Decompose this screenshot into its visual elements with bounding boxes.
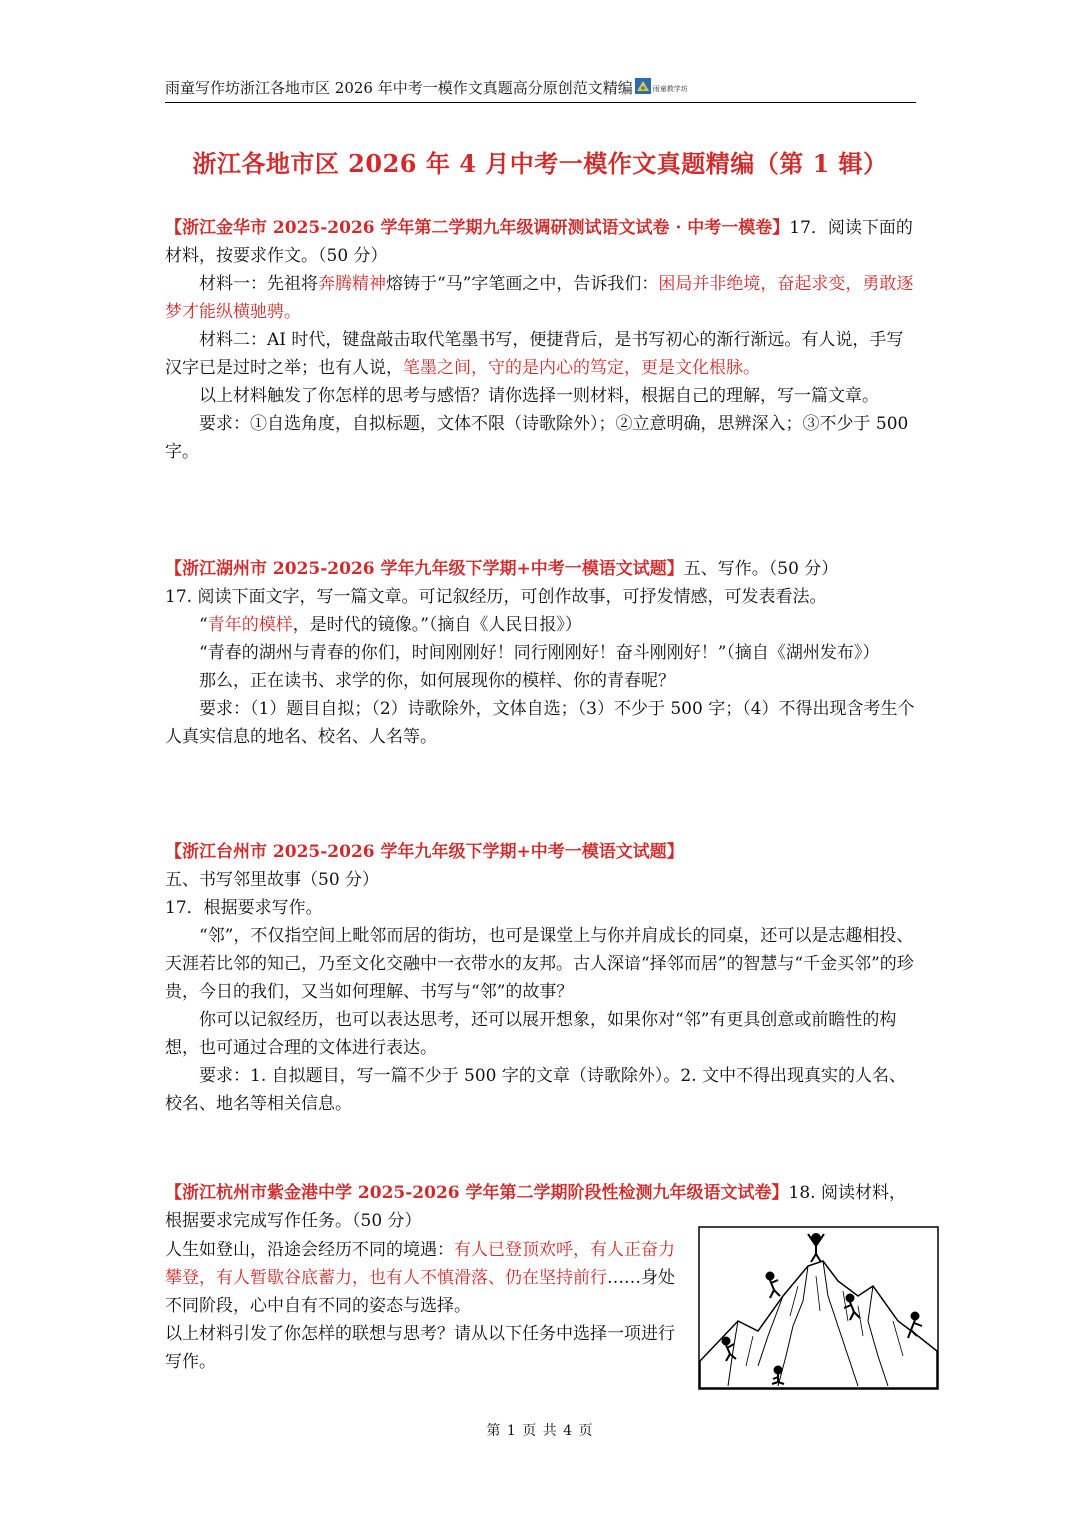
page-title: 浙江各地市区 2026 年 4 月中考一模作文真题精编（第 1 辑） bbox=[192, 149, 888, 178]
material-text: 人生如登山，沿途会经历不同的境遇： bbox=[165, 1240, 454, 1260]
part-label: 五、书写邻里故事（50 分） bbox=[165, 870, 380, 890]
requirements: 要求：1. 自拟题目，写一篇不少于 500 字的文章（诗歌除外）。2. 文中不得出现真实的人名、校名、地名等相关信息。 bbox=[165, 1066, 907, 1114]
material-2-text: 材料二：AI 时代，键盘敲击取代笔墨书写，便捷背后，是书写初心的渐行渐远。有人说，手写汉字已是过时之举；也有人说， bbox=[165, 330, 904, 378]
source-jinhua: 【浙江金华市 2025-2026 学年第二学期九年级调研测试语文试卷 · 中考一模卷】 bbox=[165, 218, 790, 238]
requirements: 要求：①自选角度，自拟标题，文体不限（诗歌除外）；②立意明确，思辨深入；③不少于 500 字。 bbox=[165, 414, 909, 462]
section-huzhou bbox=[165, 555, 917, 751]
highlight: 奔腾精神 bbox=[318, 274, 386, 294]
highlight: 青年的模样 bbox=[207, 615, 293, 635]
requirements: 要求：（1）题目自拟；（2）诗歌除外，文体自选；（3）不少于 500 字；（4）不得出现含考生个人真实信息的地名、校名、人名等。 bbox=[165, 699, 915, 747]
question: 那么，正在读书、求学的你，如何展现你的模样、你的青春呢？ bbox=[199, 671, 675, 691]
page-footer: 第 1 页 共 4 页 bbox=[486, 1423, 594, 1439]
source-huzhou: 【浙江湖州市 2025-2026 学年九年级下学期+中考一模语文试题】 bbox=[165, 559, 684, 579]
question: 以上材料引发了你怎样的联想与思考？请从以下任务中选择一项进行写作。 bbox=[165, 1324, 675, 1372]
section-taizhou bbox=[165, 838, 917, 1118]
source-hangzhou: 【浙江杭州市紫金港中学 2025-2026 学年第二学期阶段性检测九年级语文试卷】 bbox=[165, 1183, 789, 1203]
quote-text: “青春的湖州与青春的你们，时间刚刚好！同行刚刚好！奋斗刚刚好！”（摘自《湖州发布》） bbox=[199, 643, 880, 663]
highlight: 笔墨之间，守的是内心的笃定，更是文化根脉。 bbox=[403, 358, 760, 378]
page-header bbox=[165, 76, 916, 103]
logo-text: 雨童教学坊 bbox=[652, 85, 688, 93]
material-text: ……身处不同阶段，心中自有不同的姿态与选择。 bbox=[165, 1268, 675, 1316]
highlight: 有人已登顶欢呼，有人正奋力攀登，有人暂歇谷底蓄力，也有人不慎滑落、仍在坚持前行 bbox=[165, 1240, 675, 1288]
mountain-climbing-illustration bbox=[698, 1226, 939, 1390]
part-label: 五、写作。（50 分） bbox=[683, 559, 839, 579]
quote-text: ，是时代的镜像。”（摘自《人民日报》） bbox=[292, 615, 582, 635]
logo-icon bbox=[635, 77, 651, 101]
prompt-intro: 17．根据要求写作。 bbox=[165, 898, 323, 918]
prompt-intro: 18. 阅读材料，根据要求完成写作任务。（50 分） bbox=[165, 1183, 906, 1231]
material-1-text: 熔铸于“马”字笔画之中，告诉我们： bbox=[386, 274, 659, 294]
material-1-text: 材料一：先祖将 bbox=[199, 274, 318, 294]
quote-text: “ bbox=[199, 615, 208, 635]
section-hangzhou-material bbox=[165, 1236, 685, 1376]
question: 以上材料触发了你怎样的思考与感悟？请你选择一则材料，根据自己的理解，写一篇文章。 bbox=[199, 386, 879, 406]
paragraph: “邻”，不仅指空间上毗邻而居的街坊，也可是课堂上与你并肩成长的同桌，还可以是志趣相投、天涯若比邻的知己，乃至文化交融中一衣带水的友邦。古人深谙“择邻而居”的智慧与“千金买邻”的珍贵，今日的我们，又当如何理解、书写与“邻”的故事？ bbox=[165, 926, 914, 1002]
prompt-intro: 17．阅读下面的材料，按要求作文。（50 分） bbox=[165, 218, 913, 266]
section-jinhua bbox=[165, 214, 917, 466]
prompt-intro: 17. 阅读下面文字，写一篇文章。可记叙经历，可创作故事，可抒发情感，可发表看法。 bbox=[165, 587, 827, 607]
source-taizhou: 【浙江台州市 2025-2026 学年九年级下学期+中考一模语文试题】 bbox=[165, 842, 684, 862]
highlight: 困局并非绝境，奋起求变，勇敢逐梦才能纵横驰骋。 bbox=[165, 274, 914, 322]
paragraph: 你可以记叙经历，也可以表达思考，还可以展开想象，如果你对“邻”有更具创意或前瞻性的构想，也可通过合理的文体进行表达。 bbox=[165, 1010, 897, 1058]
header-text: 雨童写作坊浙江各地市区 2026 年中考一模作文真题高分原创范文精编 bbox=[165, 79, 633, 97]
